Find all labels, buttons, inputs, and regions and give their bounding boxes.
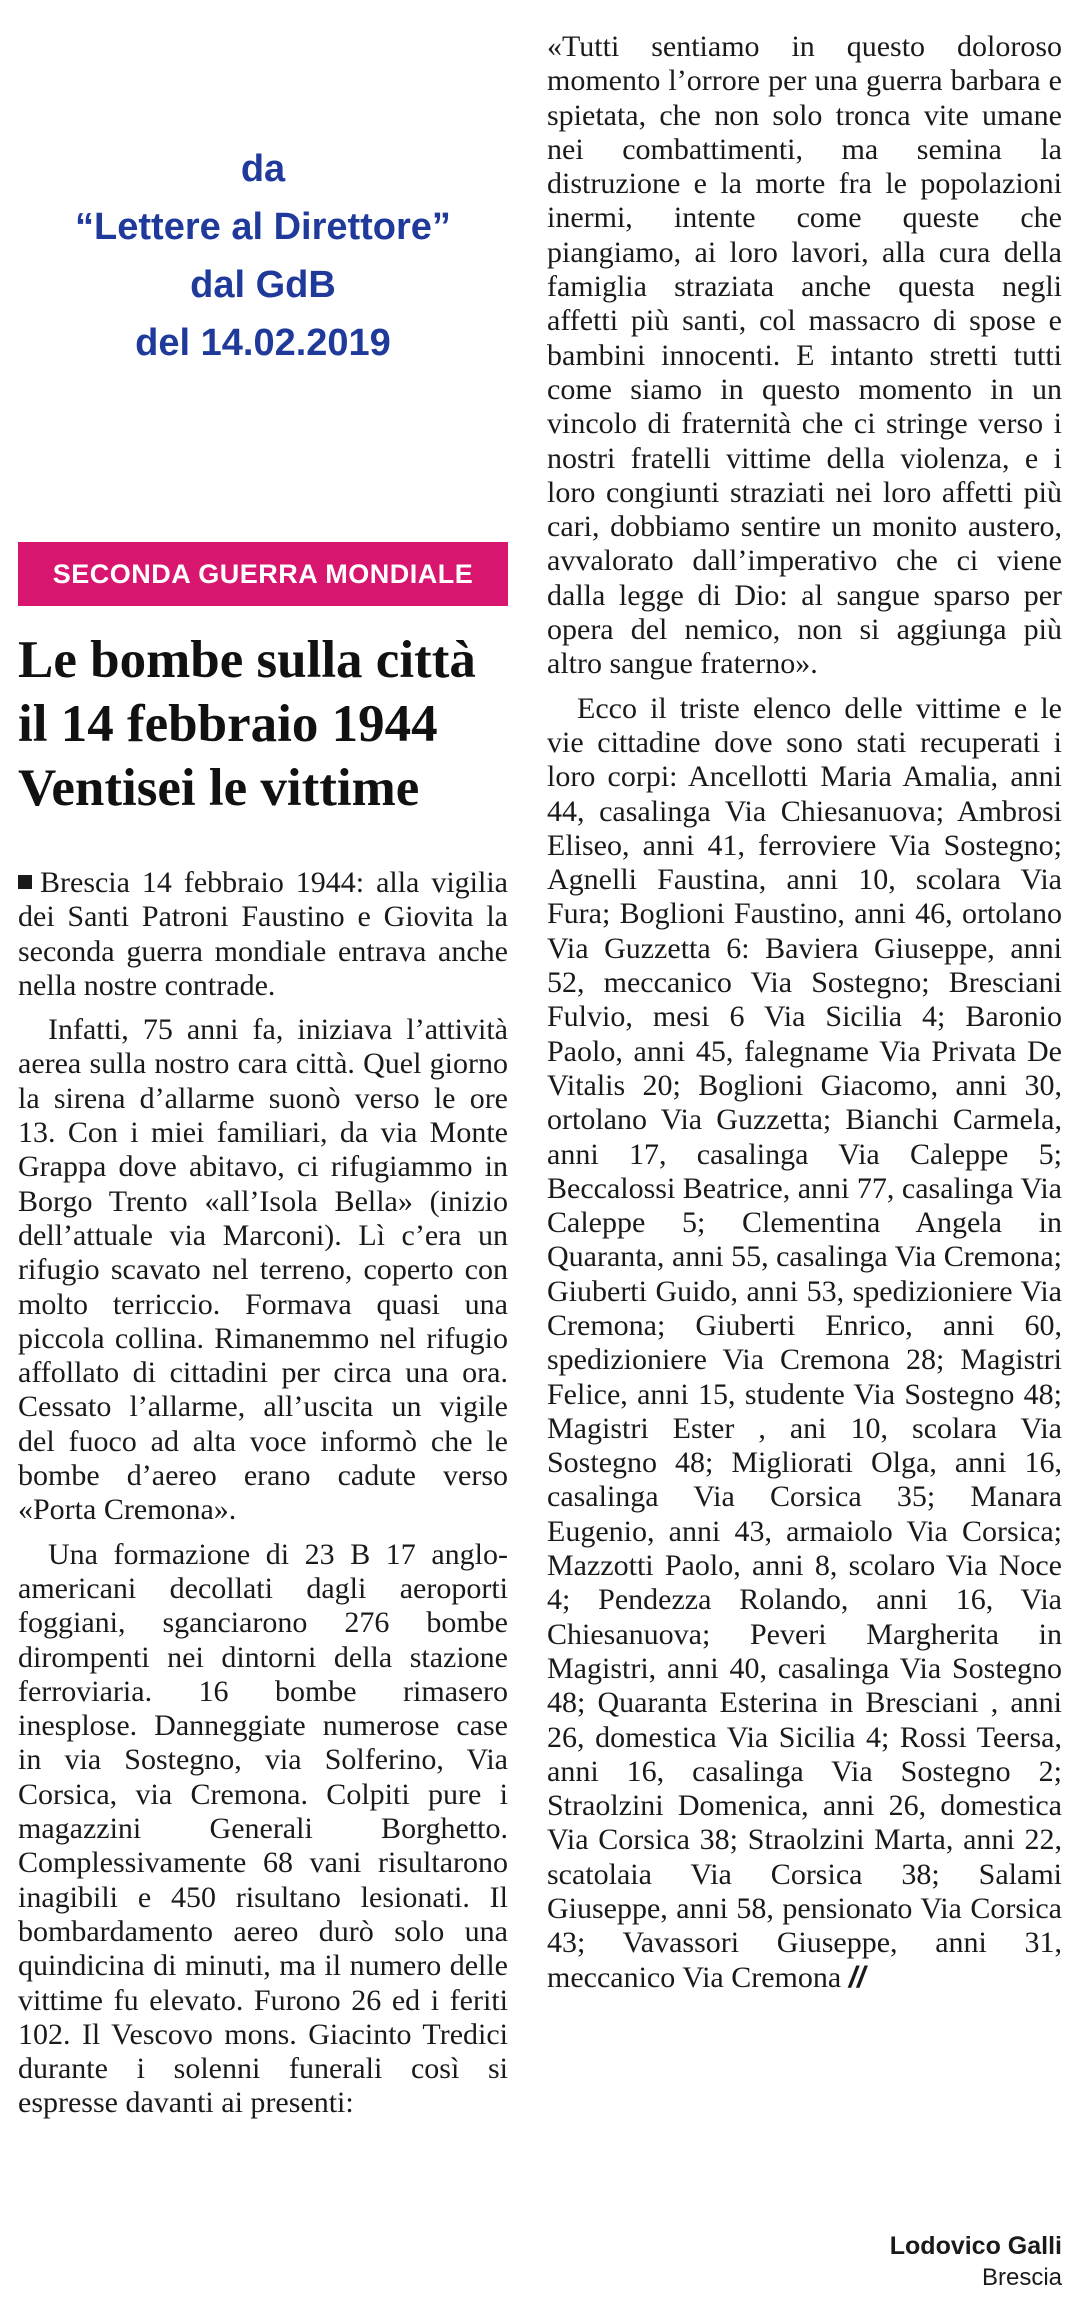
- headline-line: Le bombe sulla città: [18, 631, 476, 689]
- section-kicker: SECONDA GUERRA MONDIALE: [18, 542, 508, 606]
- source-line: dal GdB: [190, 264, 336, 306]
- victims-list-text: Ecco il triste elenco delle vittime e le vie cittadine dove sono stati recuperati i loro corpi: Ancellotti Maria Amalia, anni 44, casalinga Via Chiesanuova; Ambrosi Eliseo, anni 41, ferroviere Via Sostegno; Agnelli Faustina, anni 10, scolara Via Fura; Boglioni Faustino, anni 46, ortolano Via Guzzetta 6: Baviera Giuseppe, anni 52, meccanico Via Sostegno; Bresciani Fulvio, mesi 6 Via Sicilia 4; Baronio Paolo, anni 45, falegname Via Privata De Vitalis 20; Boglioni Giacomo, anni 30, ortolano Via Guzzetta; Bianchi Carmela, anni 17, casalinga Via Caleppe 5; Beccalossi Beatrice, anni 77, casalinga Via Caleppe 5; Clementina Angela in Quaranta, anni 55, casalinga Via Cremona; Giuberti Guido, anni 53, spedizioniere Via Cremona; Giuberti Enrico, anni 60, spedizioniere Via Cremona 28; Magistri Felice, anni 15, studente Via Sostegno 48; Magistri Ester , ani 10, scolara Via Sostegno 48; Migliorati Olga, anni 16, casalinga Via Corsica 35; Manara Eugenio, anni 43, armaiolo Via Corsica; Mazzotti Paolo, anni 8, scolaro Via Noce 4; Pendezza Rolando, anni 16, Via Chiesanuova; Peveri Margherita in Magistri, anni 40, casalinga Via Sostegno 48; Quaranta Esterina in Bresciani , anni 26, domestica Via Sicilia 4; Rossi Teersa, anni 16, casalinga Via Sostegno 2; Straolzini Domenica, anni 26, domestica Via Corsica 38; Straolzini Marta, anni 22, scatolaia Via Corsica 38; Salami Giuseppe, anni 58, pensionato Via Corsica 43; Vavassori Giuseppe, anni 31, meccanico Via Cremona: [547, 691, 1062, 1994]
- article-headline: [18, 628, 518, 820]
- author-signature: [890, 2230, 1062, 2294]
- article-column-left: [18, 866, 508, 2121]
- source-note: [18, 140, 508, 372]
- end-mark: //: [848, 1960, 866, 1994]
- body-paragraph: [18, 866, 508, 1003]
- bishop-quote: «Tutti sentiamo in questo doloroso momento l’orrore per una guerra barbara e spietata, che non solo tronca vite umane nei combattimenti, ma semina la distruzione e la morte fra le popolazioni inermi, intente come queste che piangiamo, ai loro lavori, alla cura della famiglia straziata anche questa negli affetti più santi, col massacro di spose e bambini innocenti. E intanto stretti tutti come siamo in questo momento in un vincolo di fraternità che ci stringe verso i nostri fratelli vittime della violenza, e i loro congiunti straziati nei loro affetti più cari, dobbiamo sentire un monito austero, avvalorato dall’imperativo che ci viene dalla legge di Dio: al sangue sparso per opera del nemico, non si aggiunga più altro sangue fraterno».: [547, 30, 1062, 681]
- headline-line: il 14 febbraio 1944: [18, 695, 438, 753]
- author-name: Lodovico Galli: [889, 2232, 1062, 2260]
- article-column-right: [547, 30, 1062, 1995]
- source-line: del 14.02.2019: [135, 322, 391, 364]
- victims-list: [547, 692, 1062, 1995]
- source-line: “Lettere al Direttore”: [75, 206, 451, 248]
- body-paragraph: Una formazione di 23 B 17 anglo-americani decollati dagli aeroporti foggiani, sganciarono 276 bombe dirompenti nei dintorni della stazione ferroviaria. 16 bombe rimasero inesplose. Danneggiate numerose case in via Sostegno, via Solferino, Via Corsica, via Cremona. Colpiti pure i magazzini Generali Borghetto. Complessivamente 68 vani risultarono inagibili e 450 risultano lesionati. Il bombardamento aereo durò solo una quindicina di minuti, ma il numero delle vittime fu elevato. Furono 26 ed i feriti 102. Il Vescovo mons. Giacinto Tredici durante i solenni funerali così si espresse davanti ai presenti:: [18, 1537, 508, 2120]
- source-line: da: [240, 148, 286, 190]
- paragraph-text: Brescia 14 febbraio 1944: alla vigilia dei Santi Patroni Faustino e Giovita la seconda guerra mondiale entrava anche nella nostre contrade.: [18, 866, 508, 1002]
- body-paragraph: Infatti, 75 anni fa, iniziava l’attività aerea sulla nostro cara città. Quel giorno la sirena d’allarme suonò verso le ore 13. Con i miei familiari, da via Monte Grappa dove abitavo, ci rifugiammo in Borgo Trento «all’Isola Bella» (inizio dell’attuale via Marconi). Lì c’era un rifugio scavato nel terreno, coperto con molto terriccio. Formava quasi una piccola collina. Rimanemmo nel rifugio affollato di cittadini per circa una ora. Cessato l’allarme, all’uscita un vigile del fuoco ad alta voce informò che le bombe d’aereo erano cadute verso «Porta Cremona».: [18, 1013, 508, 1527]
- author-place: Brescia: [981, 2264, 1062, 2291]
- bullet-square-icon: [18, 875, 32, 889]
- headline-line: Ventisei le vittime: [18, 759, 420, 817]
